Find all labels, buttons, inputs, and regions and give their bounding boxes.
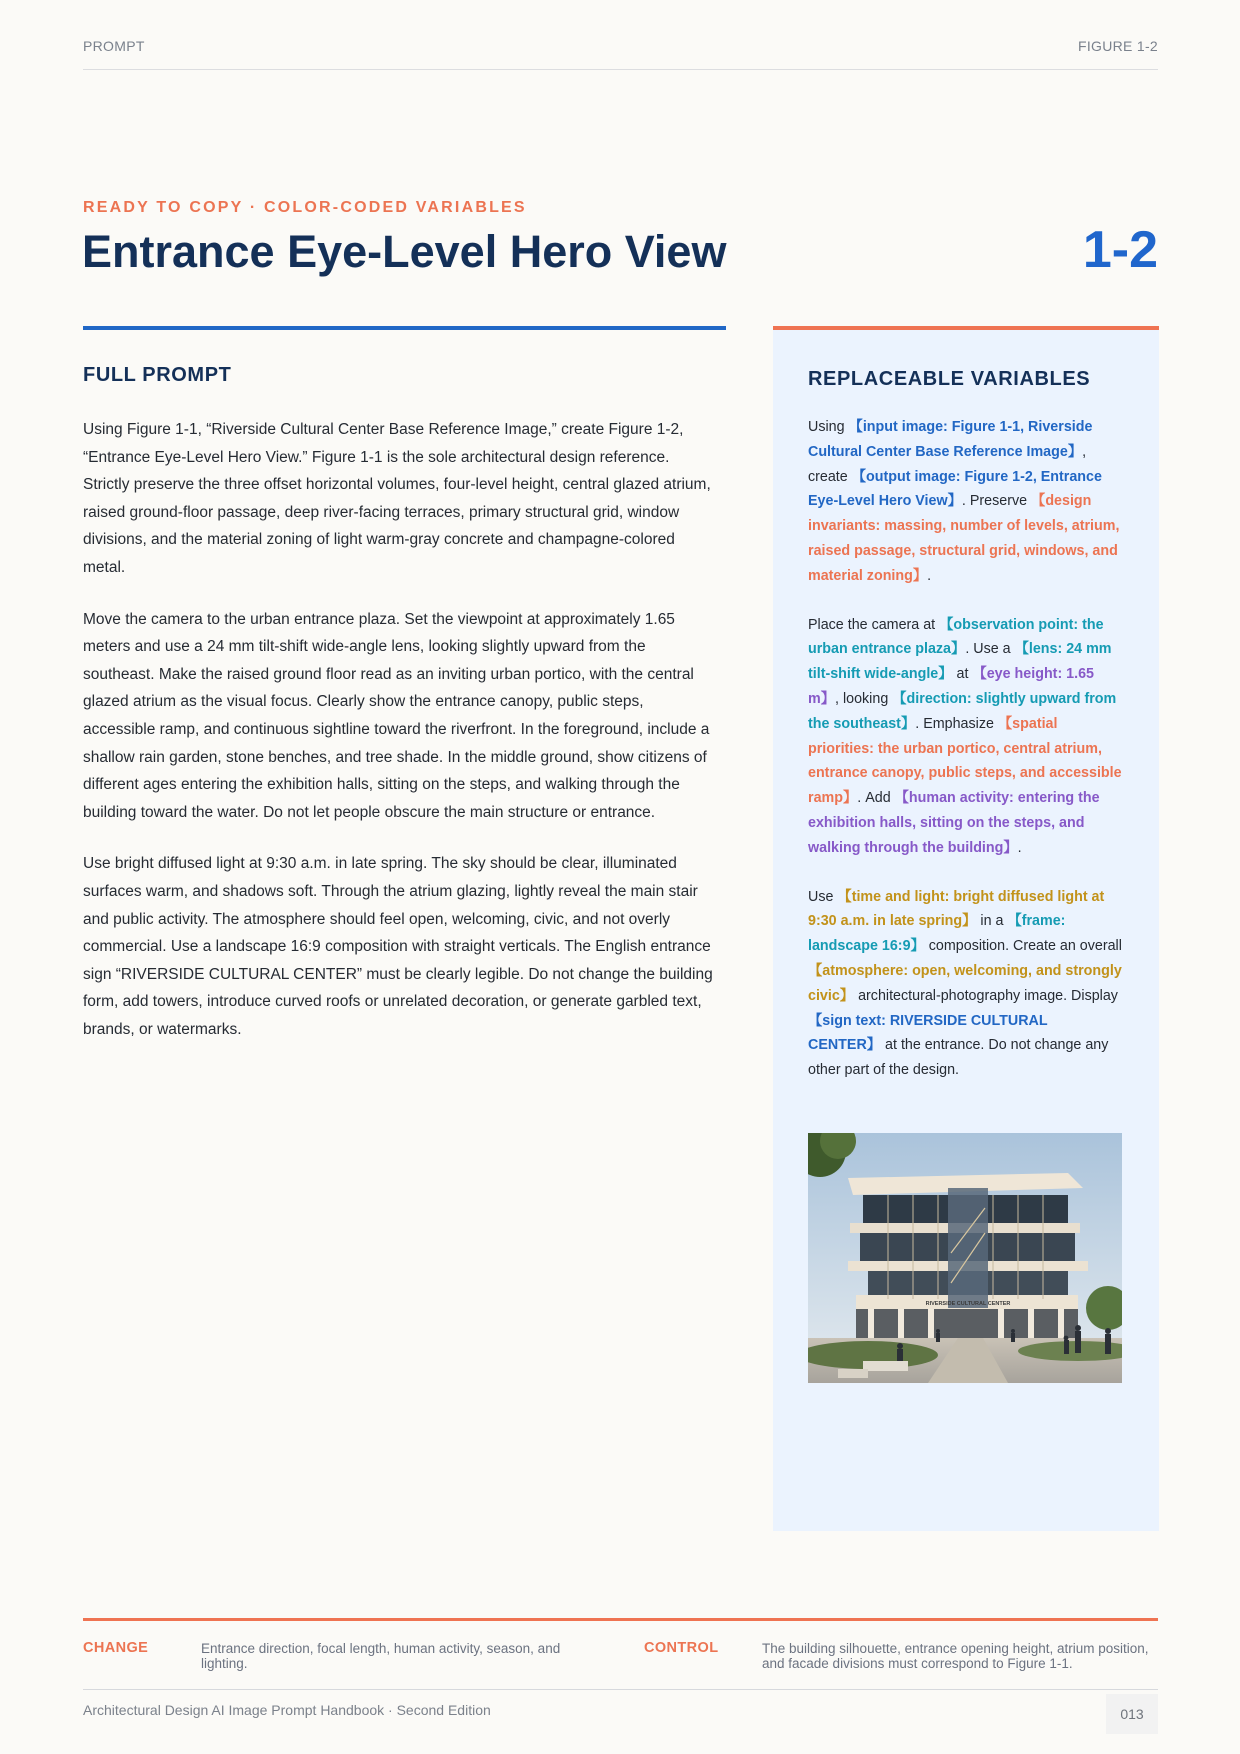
kicker: READY TO COPY · COLOR-CODED VARIABLES: [83, 199, 527, 216]
var-sign-text: 【sign text: RIVERSIDE CULTURAL CENTER】: [808, 1012, 1048, 1054]
left-divider: [83, 326, 726, 330]
static-text: . Add: [857, 790, 895, 807]
static-text: .: [927, 567, 932, 584]
var-design-invariants: 【design invariants: massing, number of levels, atrium, raised passage, structural grid, windows, and material zoning】: [808, 493, 1120, 584]
variables-heading: REPLACEABLE VARIABLES: [808, 368, 1091, 390]
static-text: . Use a: [965, 641, 1015, 658]
static-text: in a: [976, 913, 1008, 930]
var-atmosphere: 【atmosphere: open, welcoming, and strongly civic】: [808, 962, 1122, 1004]
footer-divider: [83, 1618, 1158, 1621]
static-text: composition. Create an overall: [924, 938, 1122, 955]
variables-paragraph-1: [808, 415, 1124, 589]
var-human-activity: 【human activity: entering the exhibition halls, sitting on the steps, and walking through the building】: [808, 790, 1100, 856]
prompt-paragraph-1: Using Figure 1-1, “Riverside Cultural Center Base Reference Image,” create Figure 1-2, “Entrance Eye-Level Hero View.” Figure 1-1 is the sole architectural design reference. Strictly preserve the three offset horizontal volumes, four-level height, central glazed atrium, raised ground-floor passage, deep river-facing terraces, primary structural grid, window divisions, and the material zoning of light warm-gray concrete and champagne-colored metal.: [83, 421, 711, 576]
header-figure-label: FIGURE 1-2: [1077, 38, 1158, 54]
var-spatial-priorities: 【spatial priorities: the urban portico, central atrium, entrance canopy, public steps, and accessible ramp】: [808, 715, 1122, 807]
full-prompt-section: [83, 364, 713, 1043]
static-text: . Preserve: [961, 493, 1032, 510]
var-frame: 【frame: landscape 16:9】: [808, 913, 1066, 955]
var-direction: 【direction: slightly upward from the southeast】: [808, 690, 1117, 732]
static-text: architectural-photography image. Display: [854, 987, 1118, 1004]
static-text: at: [952, 666, 973, 683]
static-text: .: [1017, 839, 1022, 856]
building-render-image: [808, 1133, 1122, 1383]
header-section-label: PROMPT: [83, 38, 145, 54]
static-text: at the entrance. Do not change any other part of the design.: [808, 1037, 1109, 1079]
static-text: Use: [808, 888, 838, 905]
change-label: CHANGE: [83, 1640, 149, 1656]
figure-number: 1-2: [1082, 221, 1158, 279]
full-prompt-heading: FULL PROMPT: [83, 364, 232, 386]
static-text: . Emphasize: [915, 715, 998, 732]
photo-sign-text: RIVERSIDE CULTURAL CENTER: [925, 1301, 1011, 1307]
page-title: Entrance Eye-Level Hero View: [82, 226, 727, 277]
prompt-paragraph-2: Move the camera to the urban entrance plaza. Set the viewpoint at approximately 1.65 meters and use a 24 mm tilt-shift wide-angle lens, looking slightly upward from the southeast. Make the raised ground floor read as an inviting urban portico, with the central glazed atrium as the visual focus. Clearly show the entrance canopy, public steps, accessible ramp, and continuous sightline toward the riverfront. In the foreground, include a shallow rain garden, stone benches, and tree shade. In the middle ground, show citizens of different ages entering the exhibition halls, sitting on the steps, and walking through the building toward the water. Do not let people obscure the main structure or entrance.: [83, 610, 710, 821]
control-label: CONTROL: [644, 1640, 719, 1656]
variables-paragraph-3: [808, 885, 1124, 1083]
var-output-image: 【output image: Figure 1-2, Entrance Eye-Level Hero View】: [808, 468, 1102, 510]
control-text: The building silhouette, entrance opening height, atrium position, and facade divisions must correspond to Figure 1-1.: [762, 1641, 1149, 1671]
var-eye-height: 【eye height: 1.65 m】: [808, 666, 1095, 707]
static-text: Using: [808, 419, 849, 435]
prompt-paragraph-3: Use bright diffused light at 9:30 a.m. in late spring. The sky should be clear, illuminated surfaces warm, and shadows soft. Through the atrium glazing, lightly reveal the main stair and public activity. The atmosphere should feel open, welcoming, civic, and not overly commercial. Use a landscape 16:9 composition with straight verticals. The English entrance sign “RIVERSIDE CULTURAL CENTER” must be clearly legible. Do not change the building form, add towers, introduce curved roofs or unrelated decoration, or generate garbled text, brands, or watermarks.: [83, 855, 713, 1038]
bottom-divider: [83, 1689, 1158, 1690]
variables-paragraph-2: [808, 613, 1124, 861]
change-text: Entrance direction, focal length, human activity, season, and lighting.: [201, 1641, 561, 1671]
variables-panel: [773, 326, 1159, 1531]
var-observation-point: 【observation point: the urban entrance plaza】: [808, 616, 1104, 658]
static-text: , looking: [835, 690, 893, 707]
var-lens: 【lens: 24 mm tilt-shift wide-angle】: [808, 641, 1112, 683]
book-title: Architectural Design AI Image Prompt Handbook · Second Edition: [83, 1702, 491, 1718]
static-text: Place the camera at: [808, 616, 940, 633]
page-header: [83, 38, 1158, 70]
static-text: , create: [808, 443, 1087, 485]
var-input-image: 【input image: Figure 1-1, Riverside Cultural Center Base Reference Image】: [808, 419, 1093, 460]
var-time-and-light: 【time and light: bright diffused light at 9:30 a.m. in late spring】: [808, 888, 1105, 930]
page-number: 013: [1106, 1694, 1158, 1734]
